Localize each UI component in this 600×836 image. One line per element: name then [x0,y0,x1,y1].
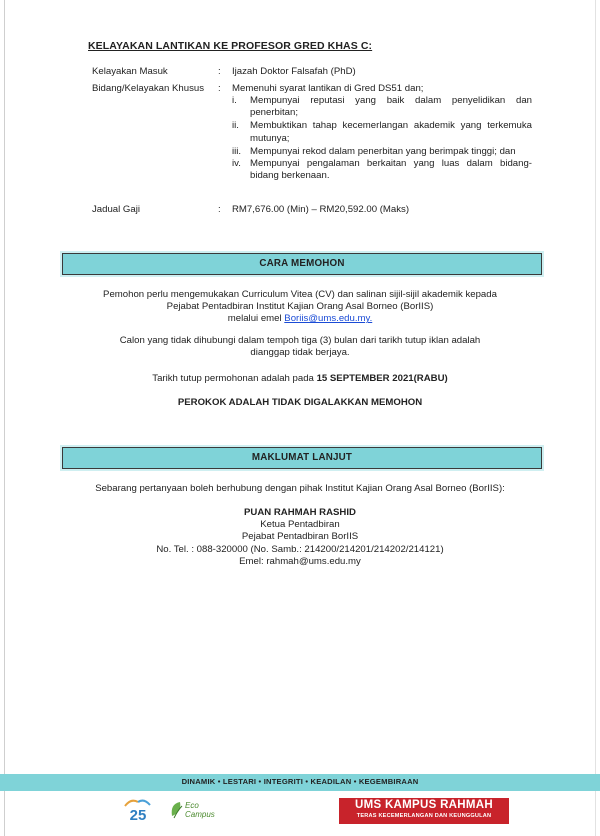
bidang-intro: Memenuhi syarat lantikan di Gred DS51 dan; [232,83,424,94]
rahmah-subtitle: TERAS KECEMERLANGAN DAN KEUNGGULAN [356,813,492,819]
list-item [232,120,532,144]
anniversary-25-logo [122,796,154,826]
kelayakan-masuk-value: Ijazah Doktor Falsafah (PhD) [232,66,356,77]
rahmah-title: UMS KAMPUS RAHMAH [355,799,493,811]
list-item-number: ii. [232,120,239,132]
page-right-edge [595,0,596,836]
list-item [232,158,532,182]
instruction-line-3 [60,313,540,325]
section-title: KELAYAKAN LANTIKAN KE PROFESOR GRED KHAS C: [88,40,373,52]
cara-memohon-banner [62,253,542,275]
list-item-text: Mempunyai rekod dalam penerbitan yang berimpak tinggi; dan [250,145,516,157]
list-item-number: iv. [232,158,241,170]
application-instructions [60,289,540,326]
list-item-text: Mempunyai reputasi yang baik dalam penyelidikan dan penerbitan; [250,95,532,119]
jadual-gaji-value: RM7,676.00 (Min) – RM20,592.00 (Maks) [232,204,410,215]
contact-block [60,507,540,568]
contact-name: PUAN RAHMAH RASHID [244,507,356,518]
eco-campus-logo [168,796,218,826]
list-item-number: iii. [232,145,242,157]
contact-tel: No. Tel. : 088-320000 (No. Samb.: 214200/214201/214202/214121) [156,543,444,555]
contact-office: Pejabat Pentadbiran BorIIS [241,531,359,543]
bidang-label: Bidang/Kelayakan Khusus [92,83,205,94]
logo-25-text: 25 [129,807,147,824]
list-item [232,95,532,119]
smoking-notice: PEROKOK ADALAH TIDAK DIGALAKKAN MEMOHON [177,397,423,408]
eco-text: Eco [185,801,199,810]
closing-date-prefix: Tarikh tutup permohonan adalah pada [152,373,317,384]
contact-position: Ketua Pentadbiran [260,519,340,531]
list-item-text: Mempunyai pengalaman berkaitan yang luas dalam bidang-bidang berkenaan. [250,158,532,182]
contact-email: Emel: rahmah@ums.edu.my [239,555,361,567]
cara-memohon-title: CARA MEMOHON [259,258,345,269]
email-prefix: melalui emel [227,313,285,325]
closing-date: 15 SEPTEMBER 2021(RABU) [316,373,448,384]
footer-motto-bar [0,774,600,791]
footer-motto: DINAMIK • LESTARI • INTEGRITI • KEADILAN • KEGEMBIRAAN [181,777,419,786]
enquiry-intro: Sebarang pertanyaan boleh berhubung dengan pihak Institut Kajian Orang Asal Borneo (BorIIS): [95,483,505,494]
boriis-email-link[interactable]: Boriis@ums.edu.my. [284,313,373,325]
bidang-colon: : [218,83,221,94]
jadual-gaji-label: Jadual Gaji [92,204,140,215]
kelayakan-masuk-label: Kelayakan Masuk [92,66,168,77]
note-line-1: Calon yang tidak dihubungi dalam tempoh tiga (3) bulan dari tarikh tutup iklan adalah [119,335,481,346]
requirements-list [232,95,532,182]
note-line-2: dianggap tidak berjaya. [250,347,350,359]
ums-kampus-rahmah-logo [339,798,509,824]
list-item-text: Membuktikan tahap kecemerlangan akademik yang terkemuka mutunya; [250,120,532,144]
list-item-number: i. [232,95,237,106]
maklumat-lanjut-title: MAKLUMAT LANJUT [251,452,353,463]
instruction-line-1: Pemohon perlu mengemukakan Curriculum Vitea (CV) dan salinan sijil-sijil akademik kepada [103,289,497,300]
kelayakan-masuk-colon: : [218,66,221,77]
list-item [232,146,532,158]
maklumat-lanjut-banner [62,447,542,469]
page-left-edge [4,0,5,836]
campus-text: Campus [185,810,215,819]
instruction-line-2: Pejabat Pentadbiran Institut Kajian Orang Asal Borneo (BorIIS) [166,301,434,313]
no-response-note [60,335,540,359]
closing-date-line [60,373,540,385]
jadual-gaji-colon: : [218,204,221,215]
